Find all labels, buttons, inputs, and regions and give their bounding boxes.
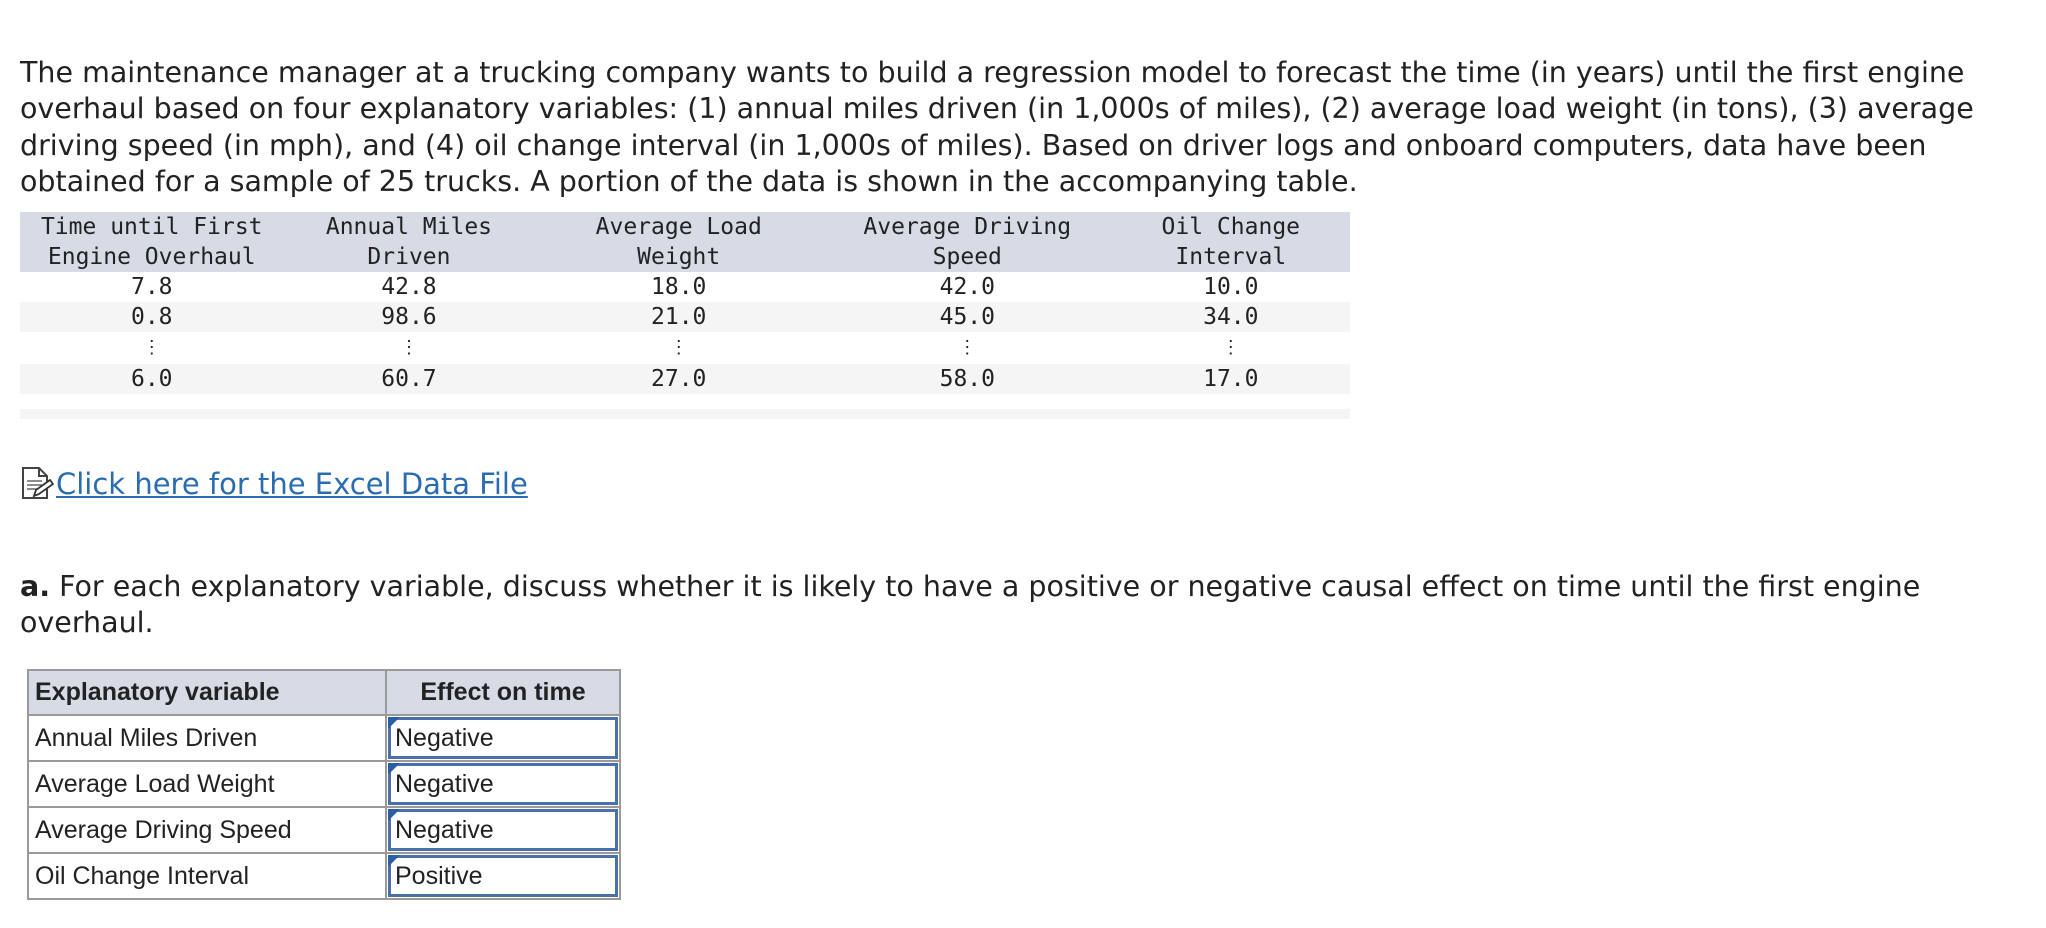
header-average-load <box>534 212 823 272</box>
document-icon <box>20 466 54 502</box>
answer-row <box>28 807 620 853</box>
header-line: Average Load <box>595 214 762 240</box>
answer-table <box>27 669 621 900</box>
answer-row <box>28 761 620 807</box>
table-footer-bar <box>20 409 1350 419</box>
header-average-speed <box>823 212 1112 272</box>
variable-average-load: Average Load Weight <box>28 761 386 807</box>
table-cell: 98.6 <box>283 302 534 332</box>
table-cell: 6.0 <box>20 364 283 394</box>
effect-value: Negative <box>395 724 494 752</box>
header-time-until-overhaul <box>20 212 283 272</box>
header-line: Oil Change <box>1161 214 1301 240</box>
table-cell: 18.0 <box>651 274 707 300</box>
variable-annual-miles: Annual Miles Driven <box>28 715 386 761</box>
excel-data-file-link[interactable] <box>20 466 528 502</box>
answer-header-row <box>28 670 620 715</box>
dropdown-corner-icon <box>388 809 400 821</box>
dropdown-corner-icon <box>388 763 400 775</box>
header-line: Annual Miles <box>325 214 493 240</box>
effect-value: Negative <box>395 816 494 844</box>
question-text: For each explanatory variable, discuss whether it is likely to have a positive or negative causal effect on time until the first engine overhaul. <box>20 569 1921 639</box>
ellipsis-cell: ⋮ <box>958 337 977 358</box>
header-line: Engine Overhaul <box>47 244 256 270</box>
table-cell: 27.0 <box>534 364 823 394</box>
variable-oil-change: Oil Change Interval <box>28 853 386 899</box>
dropdown-corner-icon <box>388 855 400 867</box>
ellipsis-cell: ⋮ <box>669 337 688 358</box>
header-annual-miles <box>283 212 534 272</box>
table-cell: 21.0 <box>534 302 823 332</box>
effect-value: Negative <box>395 770 494 798</box>
ellipsis-cell: ⋮ <box>142 337 161 358</box>
effect-cell <box>386 715 620 761</box>
effect-select-average-speed[interactable] <box>388 809 618 851</box>
effect-cell <box>386 761 620 807</box>
table-row <box>20 302 1350 332</box>
header-line: Speed <box>932 244 1002 270</box>
data-table-header-row <box>20 212 1350 272</box>
table-spacer <box>20 394 1350 409</box>
header-oil-change <box>1112 212 1350 272</box>
question-a <box>20 569 1980 642</box>
table-row <box>20 364 1350 394</box>
ellipsis-cell: ⋮ <box>399 337 418 358</box>
table-cell: 45.0 <box>823 302 1112 332</box>
table-cell: 7.8 <box>130 274 173 300</box>
table-row <box>20 272 1350 302</box>
answer-row <box>28 853 620 899</box>
dropdown-corner-icon <box>388 717 400 729</box>
effect-value: Positive <box>395 862 483 890</box>
header-line: Time until First <box>40 214 263 240</box>
effect-cell <box>386 853 620 899</box>
table-cell: 34.0 <box>1112 302 1350 332</box>
header-line: Weight <box>637 244 721 270</box>
answer-row <box>28 715 620 761</box>
sample-data-table <box>20 212 1350 419</box>
table-cell: 42.0 <box>939 274 995 300</box>
table-cell: 10.0 <box>1203 274 1259 300</box>
effect-cell <box>386 807 620 853</box>
excel-link-label[interactable]: Click here for the Excel Data File <box>56 467 528 501</box>
table-cell: 0.8 <box>20 302 283 332</box>
header-line: Average Driving <box>863 214 1072 240</box>
effect-select-annual-miles[interactable] <box>388 717 618 759</box>
header-effect-on-time: Effect on time <box>386 670 620 715</box>
table-cell: 17.0 <box>1112 364 1350 394</box>
table-cell: 58.0 <box>823 364 1112 394</box>
ellipsis-cell: ⋮ <box>1221 337 1240 358</box>
problem-intro: The maintenance manager at a trucking company wants to build a regression model to forecast the time (in years) until the first engine overhaul based on four explanatory variables: (1) annual miles driven (in 1,000s of miles), (2) average load weight (in tons), (3) average driving speed (in mph), and (4) oil change interval (in 1,000s of miles). Based on driver logs and onboard computers, data have been obtained for a sample of 25 trucks. A portion of the data is shown in the accompanying table. <box>20 55 1974 198</box>
effect-select-average-load[interactable] <box>388 763 618 805</box>
variable-average-speed: Average Driving Speed <box>28 807 386 853</box>
question-label: a. <box>20 569 51 603</box>
header-explanatory-variable: Explanatory variable <box>28 670 386 715</box>
effect-select-oil-change[interactable] <box>388 855 618 897</box>
header-line: Driven <box>367 244 451 270</box>
table-cell: 42.8 <box>381 274 437 300</box>
table-cell: 60.7 <box>283 364 534 394</box>
table-row-ellipsis <box>20 332 1350 364</box>
header-line: Interval <box>1175 244 1287 270</box>
